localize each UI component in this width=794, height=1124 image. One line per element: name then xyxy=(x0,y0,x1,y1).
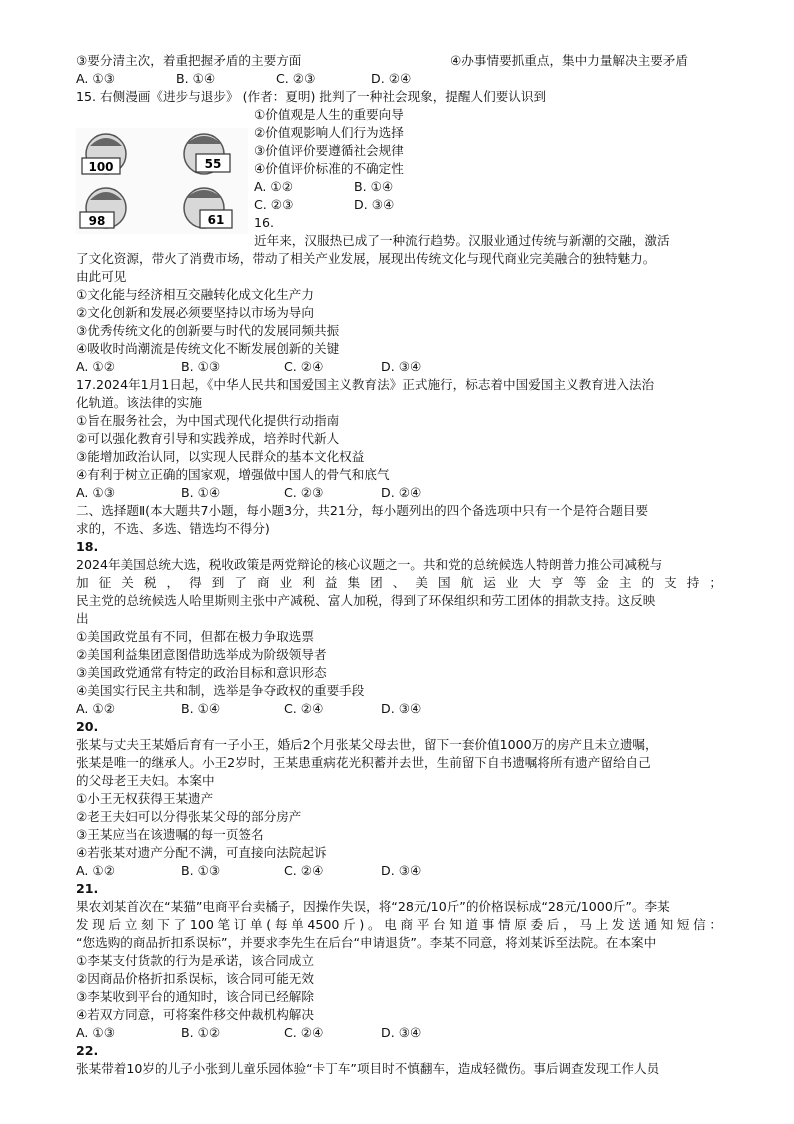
score-61: 61 xyxy=(207,213,225,227)
q20-option-1: ①小王无权获得王某遗产 xyxy=(76,791,214,806)
q22-line-1: 张某带着10岁的儿子小张到儿童乐园体验“卡丁车”项目时不慎翻车，造成轻微伤。事后调查发现工作人员 xyxy=(76,1061,660,1076)
q15-body xyxy=(76,106,722,232)
q14-choices xyxy=(76,70,722,88)
q20-line-3: 的父母老王夫妇。本案中 xyxy=(76,773,215,788)
choice-a: A. ①② xyxy=(76,863,115,878)
choice-c: C. ②④ xyxy=(284,1025,324,1040)
q21-line-2: 发现后立刻下了100笔订单(每单4500斤)。电商平台知道事情原委后，马上发送通知短信： xyxy=(76,917,722,932)
q21-choices xyxy=(76,1024,722,1042)
q15-options xyxy=(254,106,404,232)
choice-a: A. ①② xyxy=(76,359,115,374)
choice-d: D. ③④ xyxy=(381,701,422,716)
q17-option-4: ④有利于树立正确的国家观，增强做中国人的骨气和底气 xyxy=(76,467,390,482)
q21-option-2: ②因商品价格折扣系误标，该合同可能无效 xyxy=(76,971,314,986)
q17-choices xyxy=(76,484,722,502)
q18-option-2: ②美国利益集团意图借助选举成为阶级领导者 xyxy=(76,647,327,662)
q21-option-3: ③李某收到平台的通知时，该合同已经解除 xyxy=(76,989,314,1004)
q18-choices xyxy=(76,700,722,718)
q14-option-4: ④办事情要抓重点，集中力量解决主要矛盾 xyxy=(450,53,688,68)
q22-number: 22. xyxy=(76,1043,99,1058)
section-2-heading-line-1: 二、选择题Ⅱ(本大题共7小题，每小题3分，共21分，每小题列出的四个备选项中只有一个是符合题目要 xyxy=(76,503,649,518)
q16-option-1: ①文化能与经济相互交融转化成文化生产力 xyxy=(76,287,314,302)
q18-line-1: 2024年美国总统大选，税收政策是两党辩论的核心议题之一。共和党的总统候选人特朗普力推公司减税与 xyxy=(76,557,663,572)
q16-line-3: 由此可见 xyxy=(76,269,127,284)
section-2-heading-line-2: 求的，不选、多选、错选均不得分) xyxy=(76,521,270,536)
q21-option-1: ①李某支付货款的行为是承诺，该合同成立 xyxy=(76,953,314,968)
choice-a: A. ①③ xyxy=(76,71,115,86)
choice-d: D. ②④ xyxy=(381,485,422,500)
choice-c: C. ②④ xyxy=(284,701,324,716)
choice-d: D. ③④ xyxy=(381,359,422,374)
exam-page xyxy=(76,52,722,1078)
q20-line-1: 张某与丈夫王某婚后育有一子小王，婚后2个月张某父母去世，留下一套价值1000万的房产且未立遗嘱， xyxy=(76,737,658,752)
q17-option-2: ②可以强化教育引导和实践养成，培养时代新人 xyxy=(76,431,340,446)
choice-a: A. ①② xyxy=(76,701,115,716)
q15-option-1: ①价值观是人生的重要向导 xyxy=(254,107,404,122)
q16-option-2: ②文化创新和发展必须要坚持以市场为导向 xyxy=(76,305,314,320)
choice-c: C. ②③ xyxy=(284,485,324,500)
q21-number: 21. xyxy=(76,881,99,896)
q18-option-3: ③美国政党通常有特定的政治目标和意识形态 xyxy=(76,665,327,680)
q20-option-3: ③王某应当在该遗嘱的每一页签名 xyxy=(76,827,264,842)
q17-line-2: 化轨道。该法律的实施 xyxy=(76,395,202,410)
q15-choices-row1 xyxy=(254,178,404,196)
q14-options-row xyxy=(76,52,722,70)
choice-b: B. ①③ xyxy=(181,359,221,374)
choice-c: C. ②④ xyxy=(284,863,324,878)
score-55: 55 xyxy=(204,157,222,171)
choice-b: B. ①② xyxy=(181,1025,221,1040)
q16-option-4: ④吸收时尚潮流是传统文化不断发展创新的关键 xyxy=(76,341,340,356)
choice-c: C. ②④ xyxy=(284,359,324,374)
q21-line-1: 果农刘某首次在“某猫”电商平台卖橘子，因操作失误，将“28元/10斤”的价格误标成“28元/1000斤”。李某 xyxy=(76,899,670,914)
choice-b: B. ①④ xyxy=(176,71,216,86)
choice-c: C. ②③ xyxy=(276,71,316,86)
q21-line-3: “您选购的商品折扣系误标”，并要求李先生在后台“申请退货”。李某不同意，将刘某诉至法院。在本案中 xyxy=(76,935,657,950)
choice-a: A. ①③ xyxy=(76,485,115,500)
q18-option-1: ①美国政党虽有不同，但都在极力争取选票 xyxy=(76,629,314,644)
choice-b: B. ①④ xyxy=(354,179,394,194)
choice-d: D. ③④ xyxy=(354,197,395,212)
q15-option-3: ③价值评价要遵循社会规律 xyxy=(254,143,404,158)
q15-option-4: ④价值评价标准的不确定性 xyxy=(254,161,404,176)
choice-a: A. ①② xyxy=(254,179,293,194)
q16-number: 16. xyxy=(254,215,275,230)
q17-option-3: ③能增加政治认同，以实现人民群众的基本文化权益 xyxy=(76,449,365,464)
q15-stem: 15. 右侧漫画《进步与退步》 (作者：夏明) 批判了一种社会现象，提醒人们要认识到 xyxy=(76,89,547,104)
q15-choices-row2 xyxy=(254,196,404,214)
q18-number: 18. xyxy=(76,539,99,554)
q18-line-4: 出 xyxy=(76,611,89,626)
q16-choices xyxy=(76,358,722,376)
q17-line-1: 17.2024年1月1日起，《中华人民共和国爱国主义教育法》正式施行，标志着中国爱国主义教育进入法治 xyxy=(76,377,655,392)
choice-b: B. ①④ xyxy=(181,701,221,716)
score-100: 100 xyxy=(88,160,114,174)
q20-choices xyxy=(76,862,722,880)
q17-option-1: ①旨在服务社会，为中国式现代化提供行动指南 xyxy=(76,413,340,428)
choice-d: D. ③④ xyxy=(381,863,422,878)
q20-option-4: ④若张某对遗产分配不满，可直接向法院起诉 xyxy=(76,845,327,860)
q16-option-3: ③优秀传统文化的创新要与时代的发展同频共振 xyxy=(76,323,340,338)
q16-line-2: 了文化资源，带火了消费市场，带动了相关产业发展，展现出传统文化与现代商业完美融合的独特魅力。 xyxy=(76,251,656,266)
cartoon-image xyxy=(76,128,248,234)
choice-d: D. ③④ xyxy=(381,1025,422,1040)
score-98: 98 xyxy=(88,214,106,228)
q18-option-4: ④美国实行民主共和制，选举是争夺政权的重要手段 xyxy=(76,683,365,698)
choice-b: B. ①④ xyxy=(181,485,221,500)
q20-line-2: 张某是唯一的继承人。小王2岁时，王某患重病花光积蓄并去世，生前留下自书遗嘱将所有遗产留给自己 xyxy=(76,755,651,770)
choice-c: C. ②③ xyxy=(254,197,294,212)
q20-number: 20. xyxy=(76,719,99,734)
choice-b: B. ①③ xyxy=(181,863,221,878)
q18-line-3: 民主党的总统候选人哈里斯则主张中产减税、富人加税，得到了环保组织和劳工团体的捐款支持。这反映 xyxy=(76,593,656,608)
choice-d: D. ②④ xyxy=(371,71,412,86)
q20-option-2: ②老王夫妇可以分得张某父母的部分房产 xyxy=(76,809,302,824)
q18-line-2: 加征关税，得到了商业利益集团、美国航运业大亨等金主的支持； xyxy=(76,575,722,590)
choice-a: A. ①③ xyxy=(76,1025,115,1040)
q16-line-1: 近年来，汉服热已成了一种流行趋势。汉服业通过传统与新潮的交融，激活 xyxy=(254,233,670,248)
q15-option-2: ②价值观影响人们行为选择 xyxy=(254,125,404,140)
q14-option-3: ③要分清主次，着重把握矛盾的主要方面 xyxy=(76,53,302,68)
q21-option-4: ④若双方同意，可将案件移交仲裁机构解决 xyxy=(76,1007,314,1022)
